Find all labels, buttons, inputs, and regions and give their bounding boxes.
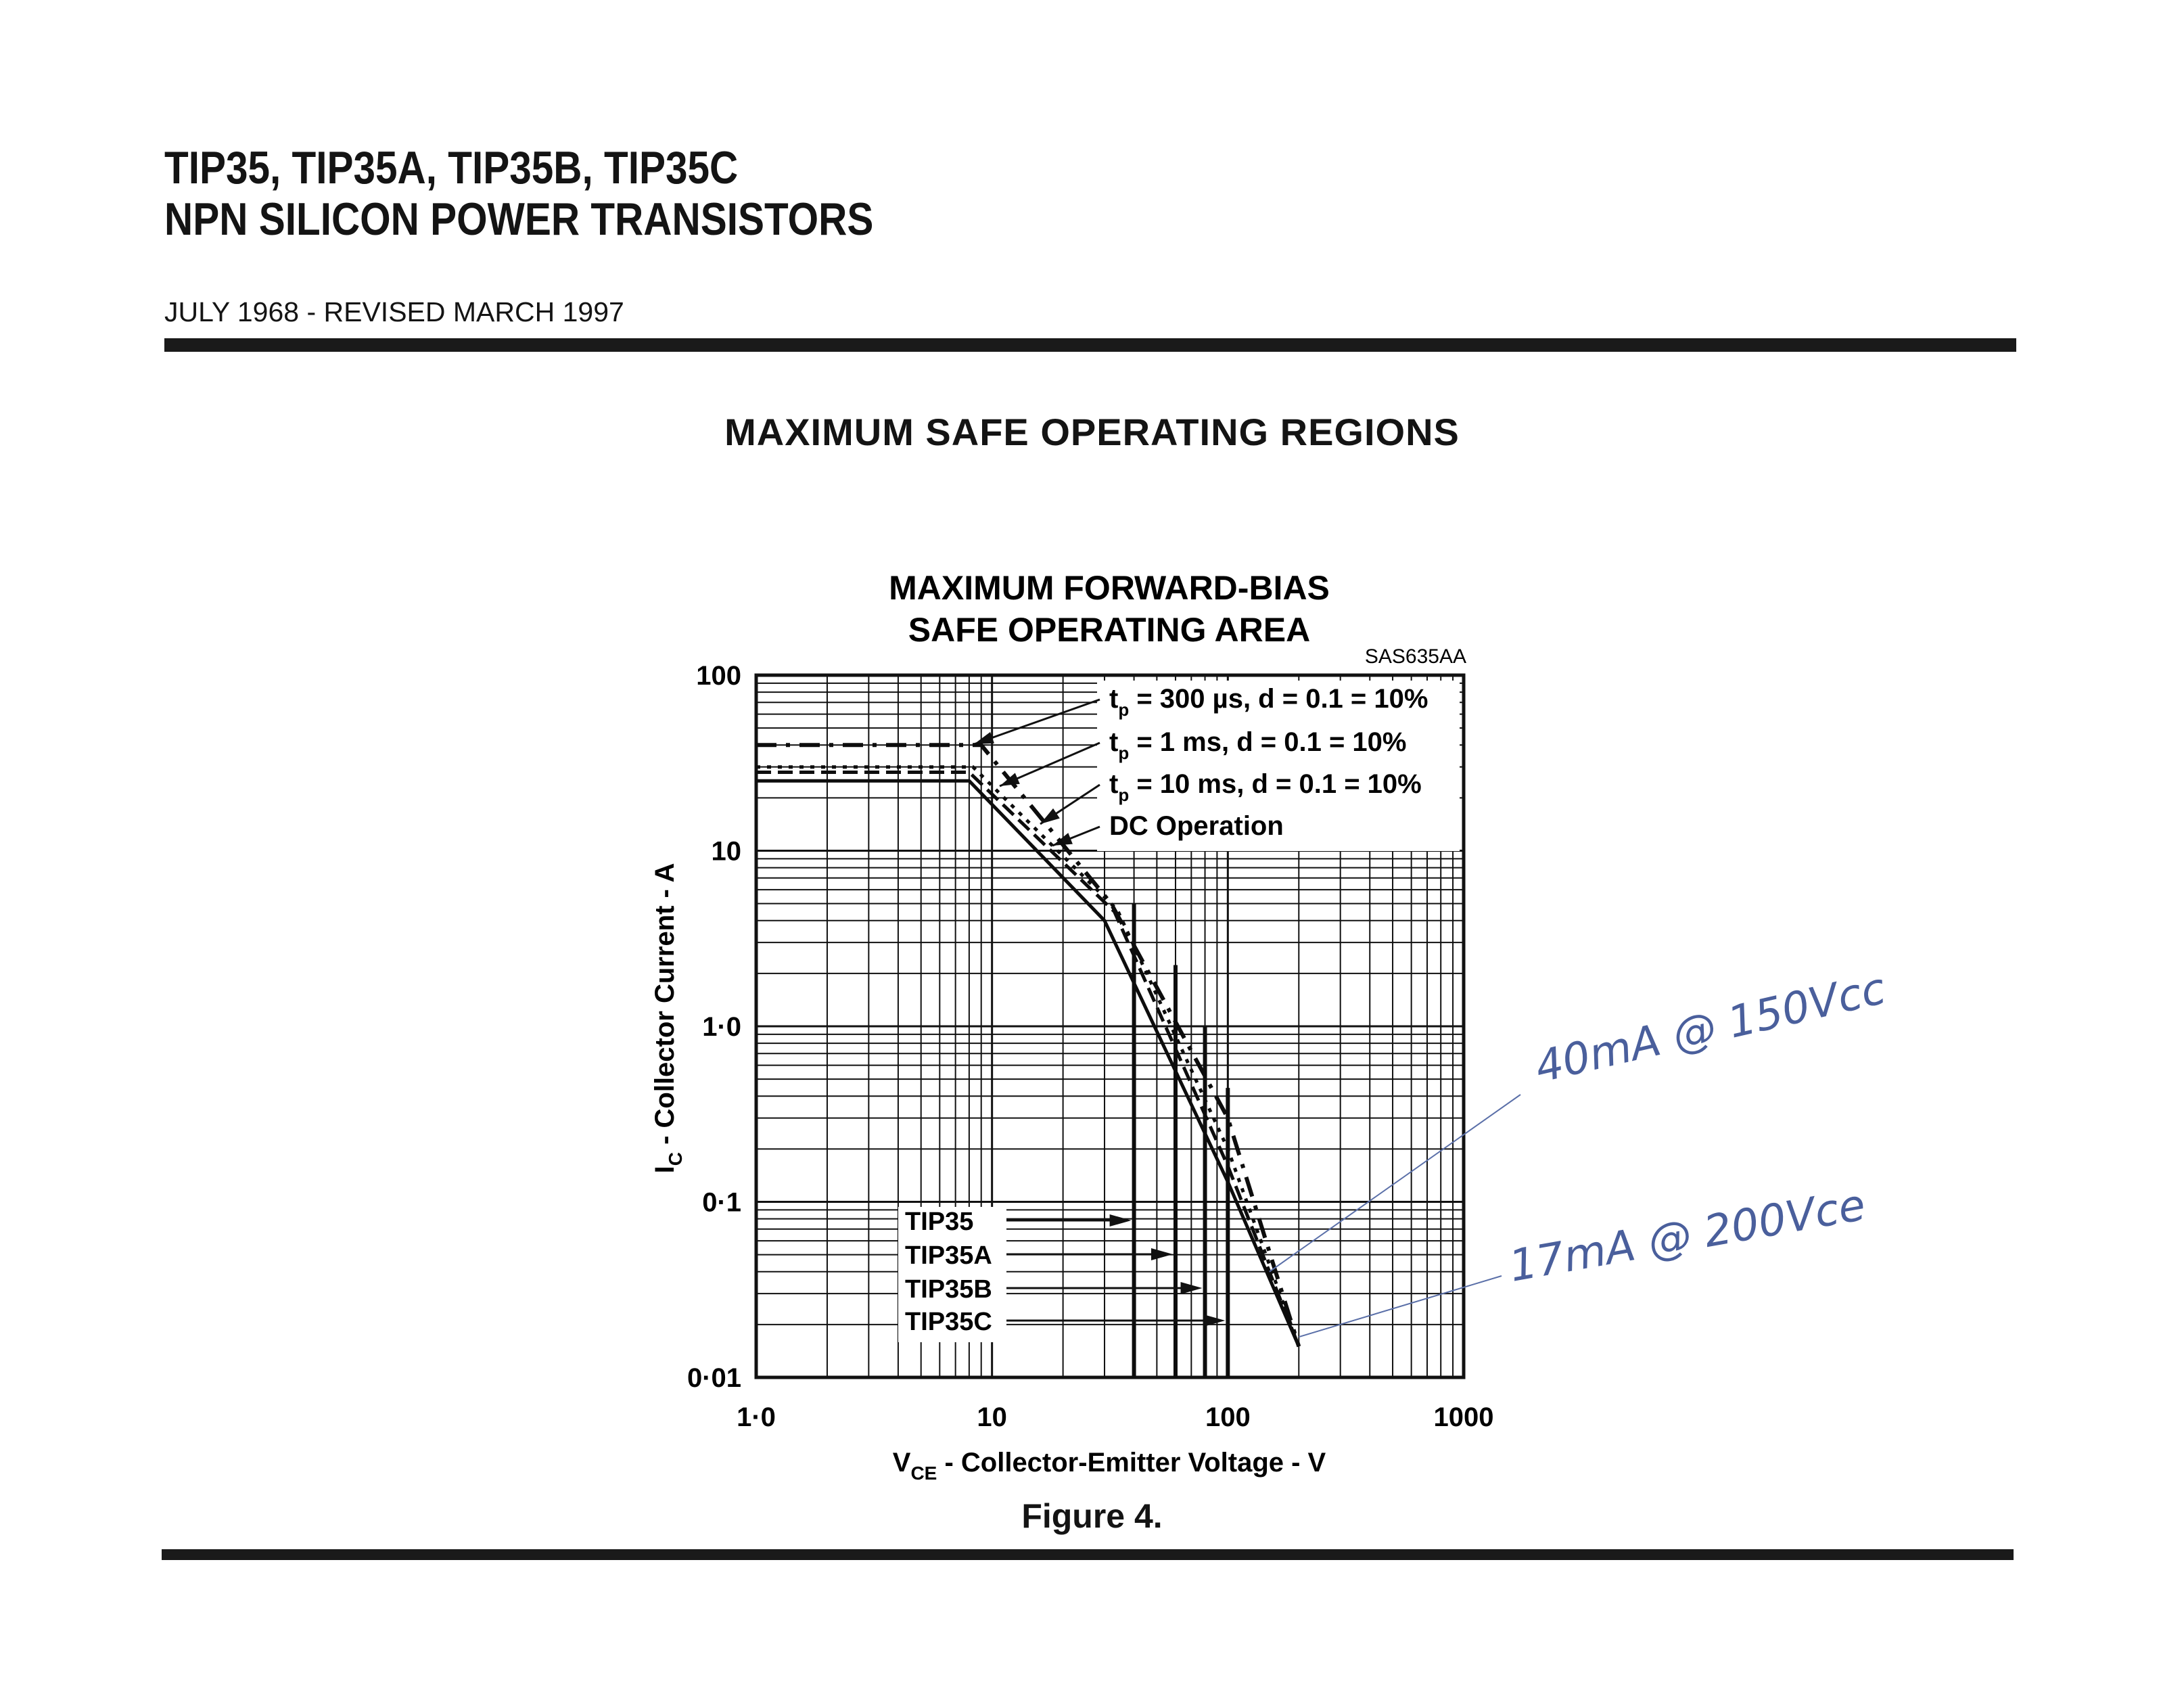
device-arrowhead [1110, 1214, 1132, 1227]
figure-caption: Figure 4. [1021, 1497, 1163, 1535]
legend-entry-symbol: t [1109, 727, 1119, 757]
device-label: TIP35A [905, 1241, 992, 1270]
y-tick-label: 1·0 [702, 1012, 741, 1042]
y-tick-label: 10 [711, 836, 741, 867]
note-leader-line [1270, 1095, 1520, 1272]
legend-entry-symbol: t [1109, 769, 1119, 799]
device-label: TIP35B [905, 1275, 992, 1304]
chart-title-line2: SAFE OPERATING AREA [908, 611, 1311, 649]
y-axis-label-rest: - Collector Current - A [650, 863, 680, 1153]
x-tick-label: 10 [977, 1402, 1007, 1432]
document-title-line1: TIP35, TIP35A, TIP35B, TIP35C [164, 142, 739, 193]
x-tick-label: 1000 [1433, 1402, 1494, 1432]
y-axis-label-sub: C [665, 1152, 686, 1166]
y-axis-label-main: I [650, 1166, 680, 1174]
x-tick-label: 100 [1205, 1402, 1251, 1432]
device-arrowhead [1151, 1248, 1173, 1260]
revision-date: JULY 1968 - REVISED MARCH 1997 [164, 296, 624, 327]
x-axis-label [893, 1448, 1326, 1484]
chart-code: SAS635AA [1364, 645, 1466, 668]
legend-entry-text: = 300 µs, d = 0.1 = 10% [1129, 684, 1428, 714]
chart-title-line1: MAXIMUM FORWARD-BIAS [889, 569, 1330, 607]
legend-arrowhead [1040, 808, 1060, 824]
handwritten-notes [1270, 964, 1890, 1337]
y-tick-label: 100 [696, 661, 741, 691]
device-label: TIP35C [905, 1308, 992, 1336]
y-tick-label: 0·1 [702, 1187, 741, 1218]
legend-entry: DC Operation [1109, 811, 1284, 841]
legend-entry-symbol: t [1109, 684, 1119, 714]
legend-entry-subscript: p [1118, 785, 1130, 805]
device-label: TIP35 [905, 1208, 974, 1236]
y-tick-label: 0·01 [687, 1363, 741, 1393]
x-axis-label-main: V [892, 1448, 911, 1478]
legend-entry-text: = 1 ms, d = 0.1 = 10% [1129, 727, 1407, 757]
legend-entry-subscript: p [1118, 700, 1130, 720]
y-axis-label [650, 863, 686, 1174]
section-title: MAXIMUM SAFE OPERATING REGIONS [724, 411, 1460, 453]
x-tick-label: 1·0 [737, 1402, 776, 1432]
footer-rule [162, 1549, 2014, 1560]
legend [974, 681, 1460, 851]
document-title-line2: NPN SILICON POWER TRANSISTORS [164, 193, 874, 245]
note-leader-line [1299, 1276, 1502, 1337]
handwritten-note: 40mA @ 150Vcc [1530, 963, 1890, 1093]
x-axis-label-rest: - Collector-Emitter Voltage - V [937, 1448, 1326, 1478]
handwritten-note: 17mA @ 200Vce [1505, 1180, 1869, 1292]
legend-entry-text: = 10 ms, d = 0.1 = 10% [1129, 769, 1422, 799]
x-axis-label-sub: CE [910, 1463, 937, 1484]
legend-entry-subscript: p [1118, 743, 1130, 763]
